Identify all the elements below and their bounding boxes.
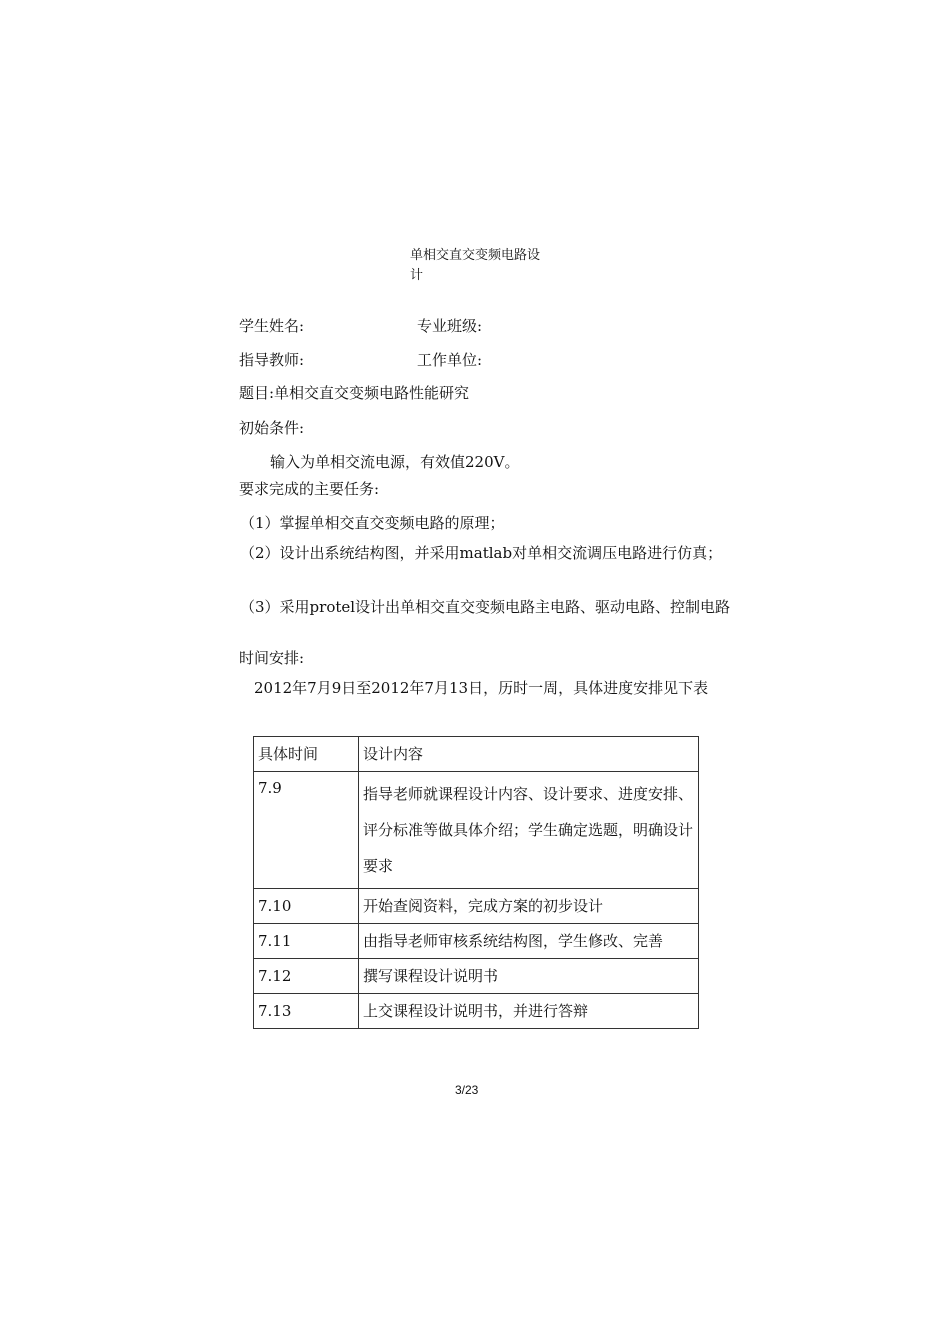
row-date: 7.9 [254, 772, 359, 889]
table-row [254, 889, 699, 924]
table-header-date: 具体时间 [254, 737, 359, 772]
table-header-row [254, 737, 699, 772]
row-date: 7.13 [254, 994, 359, 1029]
table-header-content: 设计内容 [359, 737, 699, 772]
topic: 题目:单相交直交变频电路性能研究 [239, 384, 470, 402]
row-content: 开始查阅资料，完成方案的初步设计 [359, 889, 699, 924]
table-row [254, 994, 699, 1029]
teacher-label: 指导教师: [239, 351, 305, 369]
student-name-label: 学生姓名: [239, 317, 305, 335]
row-date: 7.11 [254, 924, 359, 959]
row-content: 指导老师就课程设计内容、设计要求、进度安排、评分标准等做具体介绍；学生确定选题，明确设计要求 [359, 772, 699, 889]
schedule-text: 2012年7月9日至2012年7月13日，历时一周，具体进度安排见下表 [254, 679, 709, 697]
table-row [254, 959, 699, 994]
table-row [254, 772, 699, 889]
major-class-label: 专业班级: [417, 317, 483, 335]
task-item: （1）掌握单相交直交变频电路的原理； [240, 514, 505, 532]
task-item: （2）设计出系统结构图，并采用matlab对单相交流调压电路进行仿真； [240, 544, 723, 562]
document-title: 单相交直交变频电路设计 [410, 248, 541, 283]
row-date: 7.12 [254, 959, 359, 994]
row-content: 上交课程设计说明书，并进行答辩 [359, 994, 699, 1029]
row-content: 撰写课程设计说明书 [359, 959, 699, 994]
task-item: （3）采用protel设计出单相交直交变频电路主电路、驱动电路、控制电路 [240, 598, 731, 616]
tasks-label: 要求完成的主要任务: [239, 480, 380, 498]
row-date: 7.10 [254, 889, 359, 924]
initial-conditions-label: 初始条件: [239, 419, 305, 437]
schedule-label: 时间安排: [239, 649, 305, 667]
initial-conditions-text: 输入为单相交流电源，有效值220V。 [270, 453, 520, 471]
table-row [254, 924, 699, 959]
row-content: 由指导老师审核系统结构图，学生修改、完善 [359, 924, 699, 959]
work-unit-label: 工作单位: [417, 351, 483, 369]
schedule-table [253, 736, 699, 1029]
page-number: 3/23 [455, 1083, 479, 1097]
